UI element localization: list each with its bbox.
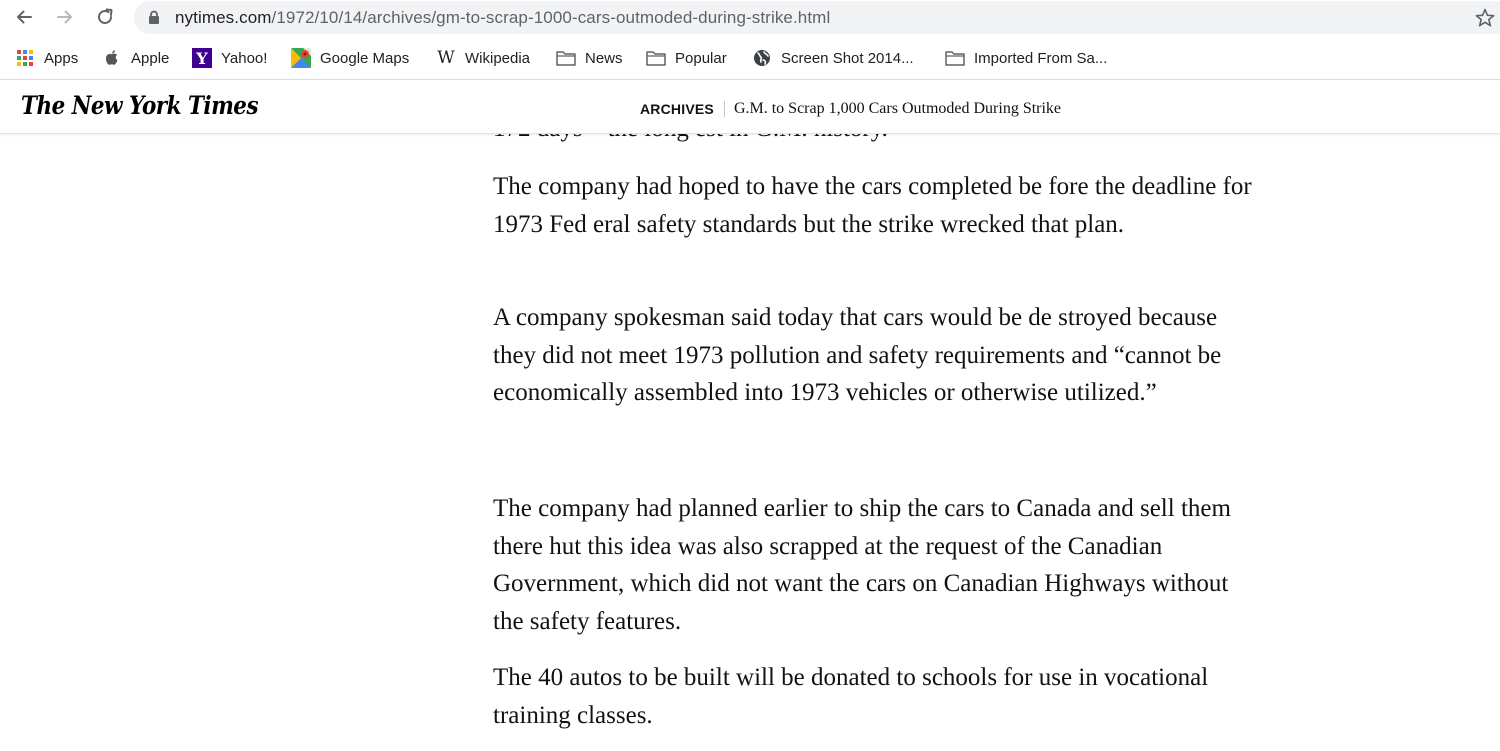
header-headline: G.M. to Scrap 1,000 Cars Outmoded During Strike [733, 100, 1062, 117]
bookmark-apple[interactable] [102, 47, 169, 69]
bookmark-label: Google Maps [320, 49, 410, 67]
bookmarks-bar [0, 35, 1500, 80]
bookmark-star-icon[interactable] [1474, 7, 1496, 29]
url-text[interactable] [175, 8, 830, 28]
bookmark-folder-popular[interactable] [646, 47, 727, 69]
article-paragraph: A company spokesman said today that cars would be de stroyed because they did not meet 1973 pollution and safety requirements and “cannot be economically assembled into 1973 vehicles or otherwise utilized.” [493, 304, 1222, 406]
nyt-logo[interactable]: The New York Times [21, 91, 259, 120]
bookmark-label: Popular [675, 49, 727, 67]
back-arrow-icon [14, 7, 34, 27]
bookmark-label: Yahoo! [221, 49, 268, 67]
forward-button[interactable] [52, 4, 78, 30]
google-maps-icon [291, 48, 311, 68]
reload-button[interactable] [92, 4, 118, 30]
bookmark-label: Screen Shot 2014... [781, 49, 914, 67]
article-paragraph: The company had hoped to have the cars completed be fore the deadline for 1973 Fed eral safety standards but the strike wrecked that plan. [493, 173, 1252, 238]
header-section [640, 100, 1061, 118]
svg-text:Y: Y [196, 49, 208, 68]
back-button[interactable] [11, 4, 37, 30]
address-bar[interactable] [134, 1, 1500, 34]
bookmark-apps[interactable] [15, 47, 78, 69]
apple-icon [102, 48, 122, 68]
browser-toolbar [0, 0, 1500, 35]
folder-icon [556, 48, 576, 68]
url-path: /1972/10/14/archives/gm-to-scrap-1000-cars-outmoded-during-strike.html [271, 8, 831, 27]
bookmark-label: Apps [44, 49, 79, 67]
section-label-archives[interactable]: ARCHIVES [640, 101, 714, 117]
nyt-header [0, 81, 1500, 134]
article-paragraph: The 40 autos to be built will be donated to schools for use in vocational training classes. [493, 664, 1209, 729]
article-paragraph: The company had planned earlier to ship the cars to Canada and sell them there hut this idea was also scrapped at the request of the Canadian Government, which did not want the cars on Canadian Highways without the safety features. [493, 495, 1231, 635]
wikipedia-icon: W [437, 48, 455, 68]
bookmark-folder-imported[interactable] [945, 47, 1107, 69]
bookmark-label: Imported From Sa... [974, 49, 1108, 67]
header-divider [724, 101, 725, 117]
forward-arrow-icon [55, 7, 75, 27]
globe-icon [752, 48, 772, 68]
bookmark-wikipedia[interactable] [436, 47, 530, 69]
reload-icon [95, 7, 115, 27]
bookmark-yahoo[interactable] [192, 47, 267, 69]
url-host: nytimes.com [175, 8, 272, 27]
bookmark-google-maps[interactable] [291, 47, 409, 69]
yahoo-icon [192, 48, 212, 68]
bookmark-label: Wikipedia [465, 49, 531, 67]
folder-icon [646, 48, 666, 68]
bookmark-label: Apple [131, 49, 170, 67]
bookmark-folder-news[interactable] [556, 47, 623, 69]
bookmark-label: News [585, 49, 623, 67]
bookmark-screen-shot[interactable] [752, 47, 914, 69]
folder-icon [945, 48, 965, 68]
apps-grid-icon [15, 48, 35, 68]
lock-icon [148, 10, 160, 25]
